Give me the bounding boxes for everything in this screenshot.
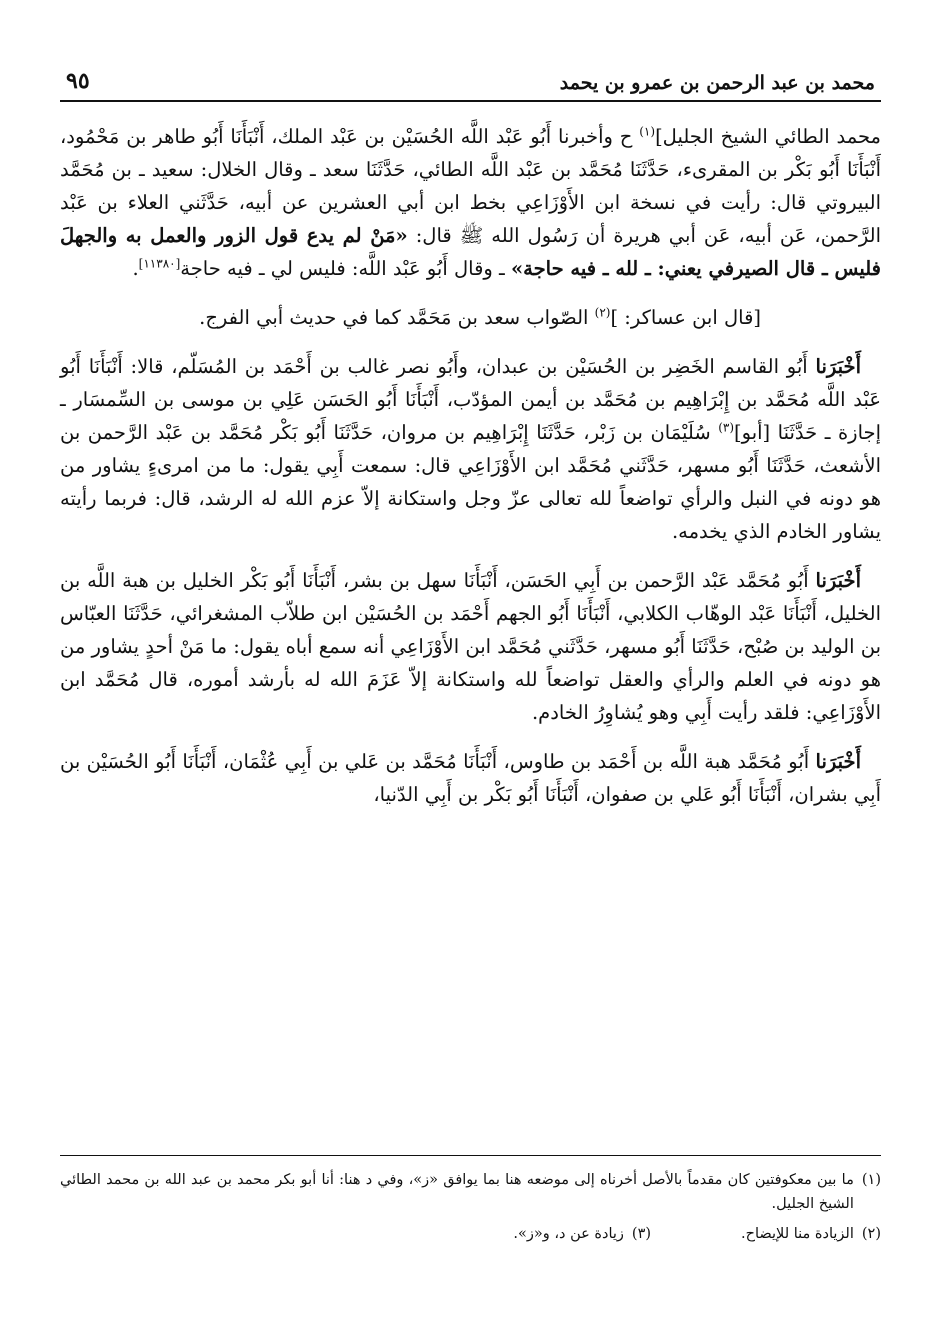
text-run: أَبُو القاسم الخَضِر بن الحُسَيْن بن عبدان، وأَبُو نصر غالب بن أَحْمَد بن المُسَلّم، قالا: أَنْبَأَنَا أَبُو عَبْد اللَّه مُحَمَّد بن إِبْرَاهِيم بن مُحَمَّد بن أيمن المؤدّب، أَنْبَأَنَا أَبُو الحَسَن عَلِي بن موسى بن السِّمسَار ـ إجازة ـ حَدَّثَنَا [أبو] (60, 355, 881, 444)
running-title: محمد بن عبد الرحمن بن عمرو بن يحمد (559, 72, 875, 94)
footnote-1 (60, 1168, 881, 1216)
footnote-number: (٣) (631, 1226, 652, 1242)
text-run: . (132, 257, 139, 280)
footnote-3 (513, 1222, 651, 1246)
footnote-text: ما بين معكوفتين كان مقدماً بالأصل أخرناه إلى موضعه هنا بما يوافق «ز»، وفي د هنا: أنا أبو بكر محمد بن عبد الله بن محمد الطائي الشيخ الجليل. (60, 1172, 854, 1212)
footnote-2 (741, 1222, 881, 1246)
paragraph-4 (60, 564, 881, 729)
paragraph-2 (60, 301, 881, 334)
footnote-row (60, 1222, 881, 1246)
text-run: [قال ابن عساكر: ] (610, 306, 761, 329)
footnote-ref-2: (٢) (594, 305, 611, 320)
page-header (60, 62, 881, 102)
body-text (60, 120, 881, 811)
lead-word: أَخْبَرَنا (815, 569, 861, 592)
hadith-number: [١١٣٨٠] (138, 256, 181, 271)
text-run: محمد الطائي الشيخ الجليل] (655, 125, 881, 148)
page-number: ٩٥ (66, 68, 90, 94)
hadith-text: «مَنْ لم يدع قول الزور والعمل به والجهلَ فليس ـ قال الصيرفي يعني: ـ لله ـ فيه حاجة» (60, 224, 881, 280)
text-run: ح وأخبرنا أَبُو عَبْد اللَّه الحُسَيْن بن عَبْد الملك، أَنْبَأَنَا أَبُو طاهر بن مَحْمُود، أَنْبَأَنَا أَبُو بَكْر بن المقرىء، حَدَّثَنَا مُحَمَّد بن عَبْد اللَّه الطائي، حَدَّثَنَا سعد ـ وقال الخلال: سعيد ـ بن مُحَمَّد البيروتي قال: رأيت في نسخة ابن الأَوْزَاعِي بخط ابن أبي العشرين عن أبيه، حَدَّثَني العلاء بن عَبْد الرَّحمن، عَن أبيه، عَن أبي هريرة أن رَسُول الله ﷺ قال: (60, 125, 881, 247)
lead-word: أَخْبَرَنا (815, 355, 861, 378)
text-run: ـ وقال أَبُو عَبْد اللَّه: فليس لي ـ فيه حاجة (180, 257, 511, 280)
footnote-number: (٢) (861, 1226, 881, 1242)
lead-word: أَخْبَرَنا (815, 750, 861, 773)
paragraph-5 (60, 745, 881, 811)
footnotes (60, 1155, 881, 1246)
footnote-text: الزيادة منا للإيضاح. (741, 1226, 854, 1242)
text-run: أَبُو مُحَمَّد عَبْد الرَّحمن بن أَبِي الحَسَن، أَنْبَأَنَا سهل بن بشر، أَنْبَأَنَا أَبُو بَكْر الخليل بن هبة اللَّه بن الخليل، أَنْبَأَنَا عَبْد الوهّاب الكلابي، أَنْبَأَنَا أَبُو الجهم أَحْمَد بن الحُسَيْن ابن طلاّب المشغرائي، حَدَّثَنَا العبّاس بن الوليد بن صُبْح، حَدَّثَنَا أَبُو مسهر، حَدَّثَني مُحَمَّد ابن الأَوْزَاعِي أنه سمع أباه يقول: ما مَنْ أحدٍ يشاور من هو دونه في العلم والرأي والعقل تواضعاً لله واستكانة إلاّ عَزَمَ الله له بأرشد أموره، قال مُحَمَّد ابن الأَوْزَاعِي: فلقد رأيت أَبِي وهو يُشاوِرُ الخادم. (60, 569, 881, 724)
paragraph-1 (60, 120, 881, 285)
footnote-number: (١) (861, 1172, 881, 1188)
paragraph-3 (60, 350, 881, 548)
text-run: سُلَيْمَان بن زَبْر، حَدَّثَنَا إِبْرَاهِيم بن مروان، حَدَّثَنَا أَبُو بَكْر مُحَمَّد بن عَبْد الرَّحمن بن الأشعث، حَدَّثَنَا أَبُو مسهر، حَدَّثَني مُحَمَّد ابن الأَوْزَاعِي قال: سمعت أَبِي يقول: ما من امرىءٍ يشاور من هو دونه في النبل والرأي تواضعاً لله تعالى عزّ وجل واستكانة إلاّ عزم الله له الرشد، قال: فربما رأيته يشاور الخادم الذي يخدمه. (60, 421, 881, 543)
footnote-text: زيادة عن د، و«ز». (513, 1226, 624, 1242)
footnote-ref-1: (١) (639, 124, 656, 139)
footnote-ref-3: (٣) (718, 420, 735, 435)
text-run: أَبُو مُحَمَّد هبة اللَّه بن أَحْمَد بن طاوس، أَنْبَأَنَا مُحَمَّد بن عَلي بن أَبِي عُثْمَان، أَنْبَأَنَا أَبُو الحُسَيْن بن أَبِي بشران، أَنْبَأَنَا أَبُو عَلي بن صفوان، أَنْبَأَنَا أَبُو بَكْر بن أَبِي الدّنيا، (60, 750, 881, 806)
text-run: الصّواب سعد بن مَحَمَّد كما في حديث أبي الفرج. (199, 306, 595, 329)
